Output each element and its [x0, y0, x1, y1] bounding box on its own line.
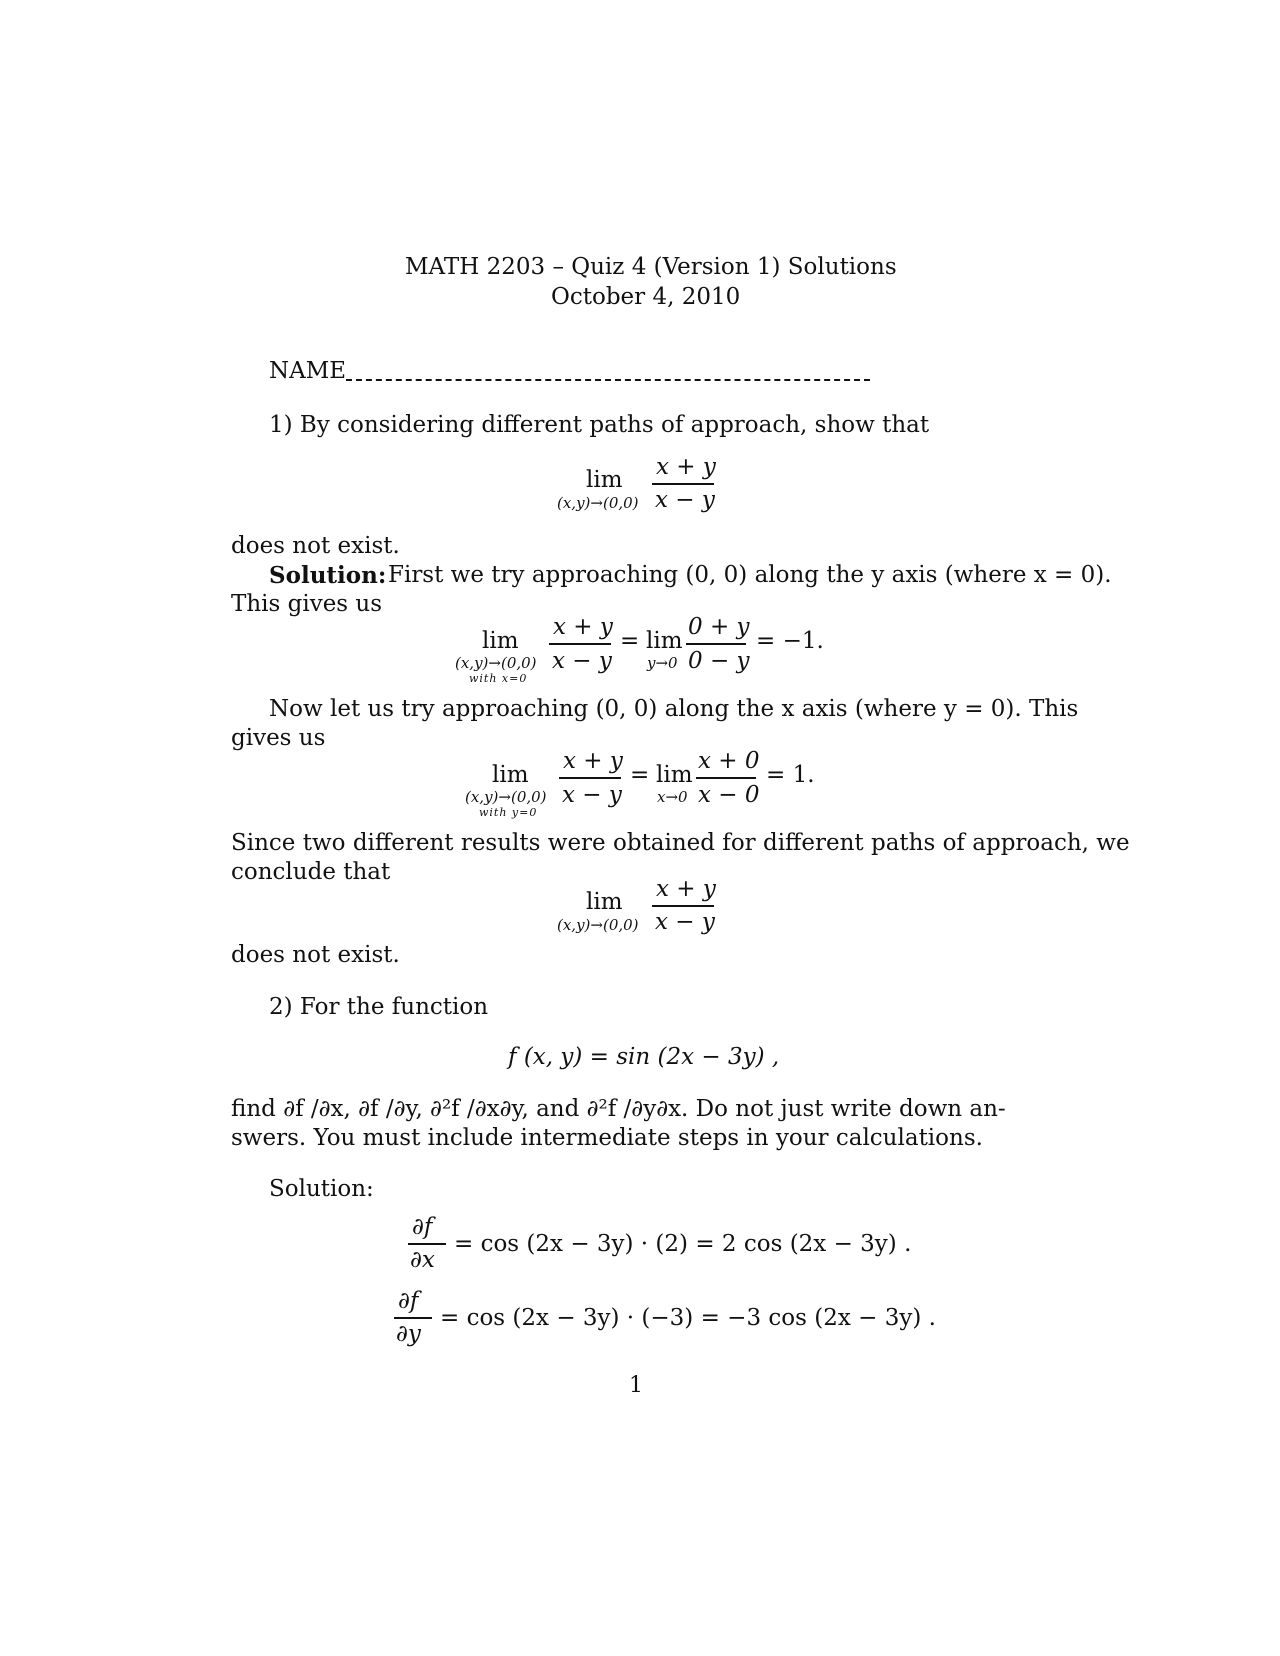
eq2-equals: = [630, 762, 650, 788]
solution-para3-cont: conclude that [231, 859, 391, 885]
eq2-subscript: (x,y)→(0,0) [465, 788, 547, 806]
eq1-fraction-bar [549, 643, 611, 645]
eq2-denominator2: x − 0 [698, 782, 760, 808]
eq2-subscript3: x→0 [657, 788, 688, 806]
final-limit-fraction-bar [652, 905, 714, 907]
final-limit-numerator: x + y [656, 876, 716, 902]
eq1-numerator: x + y [553, 614, 613, 640]
eq1-equals: = [620, 628, 640, 654]
quiz-date: October 4, 2010 [551, 284, 741, 310]
eq1-subscript: (x,y)→(0,0) [455, 654, 537, 672]
df-dy-numerator: ∂f [398, 1288, 419, 1314]
limit-numerator: x + y [656, 454, 716, 480]
eq2-numerator2: x + 0 [698, 748, 760, 774]
df-dx-fraction-bar [408, 1243, 446, 1245]
limit-lim: lim [586, 467, 623, 493]
final-limit-subscript: (x,y)→(0,0) [557, 916, 639, 934]
eq1-denominator2: 0 − y [688, 648, 750, 674]
limit-subscript: (x,y)→(0,0) [557, 494, 639, 512]
eq1-lim: lim [482, 628, 519, 654]
eq2-denominator: x − y [562, 782, 622, 808]
problem2-instructions-1: find ∂f /∂x, ∂f /∂y, ∂²f /∂x∂y, and ∂²f /∂y∂x. Do not just write down an- [231, 1096, 1006, 1122]
final-limit-denominator: x − y [655, 909, 715, 935]
solution-para3: Since two different results were obtained for different paths of approach, we [231, 830, 1130, 856]
eq1-result: = −1. [756, 628, 824, 654]
eq2-fraction-bar [559, 777, 621, 779]
eq1-denominator: x − y [552, 648, 612, 674]
limit-fraction-bar [652, 483, 714, 485]
df-dx-denominator: ∂x [410, 1247, 435, 1273]
solution-para2: Now let us try approaching (0, 0) along the x axis (where y = 0). This [269, 696, 1079, 722]
dne-text: does not exist. [231, 533, 400, 559]
eq1-subscript3: y→0 [647, 654, 678, 672]
dne-text-2: does not exist. [231, 942, 400, 968]
df-dx-numerator: ∂f [412, 1214, 433, 1240]
df-dy-denominator: ∂y [396, 1321, 421, 1347]
eq2-lim: lim [492, 762, 529, 788]
solution-label-1: Solution: [269, 562, 387, 589]
solution-label-2: Solution: [269, 1176, 374, 1202]
problem2-statement: 2) For the function [269, 994, 489, 1020]
solution-para1: First we try approaching (0, 0) along the y axis (where x = 0). [388, 562, 1112, 588]
problem1-statement: 1) By considering different paths of approach, show that [269, 412, 930, 438]
name-blank-line [346, 379, 870, 381]
name-label: NAME [269, 358, 347, 384]
eq2-lim2: lim [656, 762, 693, 788]
limit-denominator: x − y [655, 487, 715, 513]
final-limit-lim: lim [586, 889, 623, 915]
df-dy-fraction-bar [394, 1317, 432, 1319]
eq1-fraction-bar2 [686, 643, 746, 645]
solution-para1-cont: This gives us [231, 591, 383, 617]
eq1-numerator2: 0 + y [688, 614, 750, 640]
eq1-subscript-with: with x=0 [469, 672, 528, 685]
quiz-title: MATH 2203 – Quiz 4 (Version 1) Solutions [405, 254, 897, 280]
df-dx-expression: = cos (2x − 3y) · (2) = 2 cos (2x − 3y) . [454, 1231, 912, 1257]
eq2-subscript-with: with y=0 [479, 806, 538, 819]
solution-para2-cont: gives us [231, 725, 326, 751]
eq2-result: = 1. [766, 762, 815, 788]
problem2-function: f (x, y) = sin (2x − 3y) , [508, 1044, 780, 1070]
df-dy-expression: = cos (2x − 3y) · (−3) = −3 cos (2x − 3y) . [440, 1305, 936, 1331]
page-number: 1 [629, 1373, 643, 1398]
eq2-fraction-bar2 [696, 777, 756, 779]
eq2-numerator: x + y [563, 748, 623, 774]
eq1-lim2: lim [646, 628, 683, 654]
problem2-instructions-2: swers. You must include intermediate steps in your calculations. [231, 1125, 983, 1151]
